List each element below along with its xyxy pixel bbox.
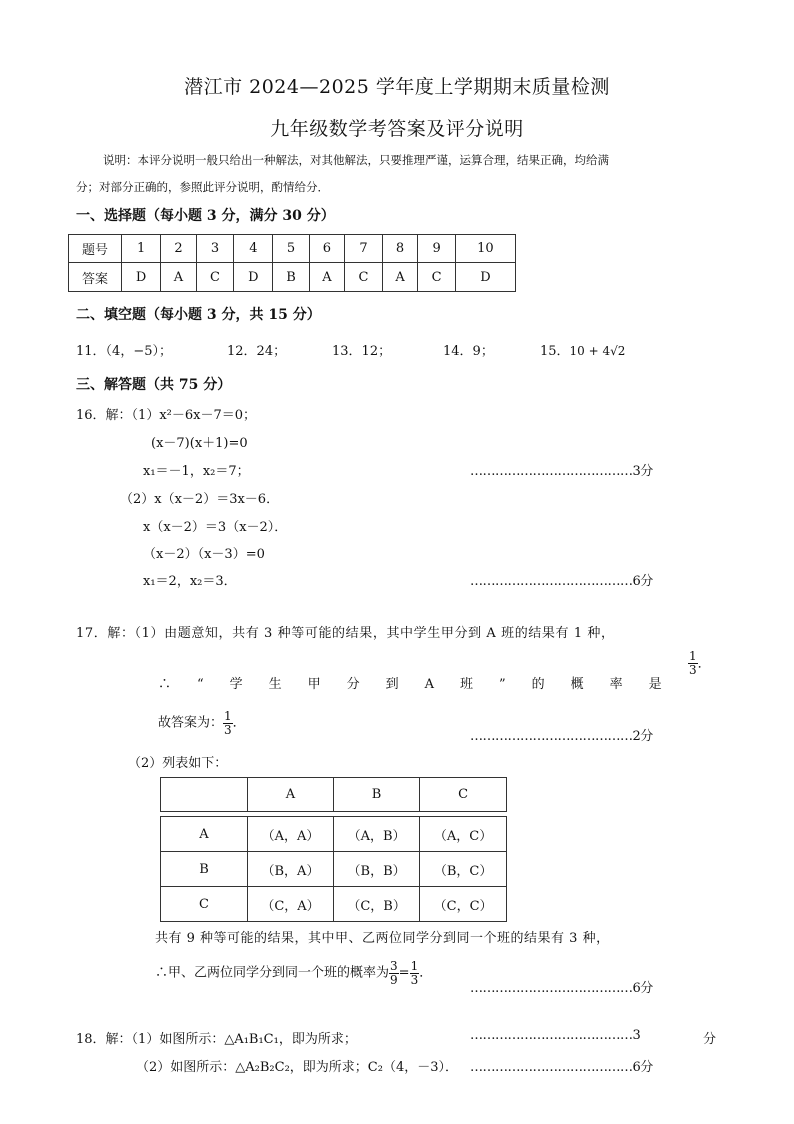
answer-cell: D: [234, 263, 273, 292]
frac-numerator: 3: [390, 959, 398, 973]
q-num: 8: [382, 235, 418, 263]
answer-cell: D: [455, 263, 515, 292]
page-title: 潜江市 2024—2025 学年度上学期期末质量检测: [184, 76, 610, 98]
fill-answer-12: 12．24；: [227, 344, 287, 359]
q17-line-2-text: ∴“学生甲分到A班”的概率是: [158, 677, 688, 692]
table-cell: （A，A）: [248, 817, 334, 852]
answer-cell: A: [161, 263, 197, 292]
q-num: 10: [455, 235, 515, 263]
row-header: B: [161, 852, 248, 887]
q16-line-7: x₁＝2，x₂＝3．: [143, 574, 237, 589]
fill-answer-15: [540, 340, 625, 359]
q17-line-6: ∴甲、乙两位同学分到同一个班的概率为 $\frac{3}{9}$ = $\frac{1}{3}$ ．: [155, 959, 433, 987]
frac-numerator: 1: [410, 959, 419, 973]
q16-line-6: （x－2）（x－3）=0: [143, 547, 265, 562]
q17-score-1: …………………………………2分: [470, 729, 653, 744]
table-row: [161, 852, 507, 887]
q17-line-1: 17．解：（1）由题意知，共有 3 种等可能的结果，其中学生甲分到 A 班的结果有 1 种，: [76, 626, 615, 641]
table-cell: （A，C）: [420, 817, 507, 852]
q-num: 1: [122, 235, 161, 263]
header-cell: B: [333, 778, 419, 812]
q-num: 4: [234, 235, 273, 263]
answer-cell: D: [122, 263, 161, 292]
q-num: 9: [418, 235, 456, 263]
q17-score-2: …………………………………6分: [470, 981, 653, 996]
q16-line-4: （2）x（x－2）＝3x－6．: [120, 492, 280, 507]
table-row: [161, 817, 507, 852]
q17-line-3-text: 故答案为：: [158, 715, 224, 731]
frac-denominator: 9: [390, 972, 398, 987]
answer-cell: C: [345, 263, 383, 292]
q16-line-2: (x－7)(x＋1)=0: [151, 436, 248, 451]
table-cell: （B，A）: [248, 852, 334, 887]
q17-fraction-1: $\frac{1}{3}$ ．: [689, 649, 711, 677]
q18-score-1-unit: 分: [703, 1032, 717, 1047]
q-num: 6: [309, 235, 345, 263]
note-line-2: 分；对部分正确的，参照此评分说明，酌情给分．: [76, 180, 329, 194]
fill-answer-11: 11．（4，−5）；: [76, 344, 172, 359]
page-subtitle: 九年级数学考答案及评分说明: [270, 118, 524, 140]
q17-line-5: 共有 9 种等可能的结果，其中甲、乙两位同学分到同一个班的结果有 3 种，: [155, 931, 610, 946]
q-num: 5: [273, 235, 309, 263]
frac-denominator: 3: [410, 972, 419, 987]
header-cell: C: [420, 778, 507, 812]
note-line-1: 说明：本评分说明一般只给出一种解法，对其他解法，只要推理严谨，运算合理，结果正确，均给满: [103, 153, 609, 167]
table-cell: （B，C）: [420, 852, 507, 887]
q18-score-1: …………………………………3: [470, 1028, 641, 1043]
q18-score-2: …………………………………6分: [470, 1060, 653, 1075]
answer-cell: C: [196, 263, 234, 292]
q17-line-6-text: ∴甲、乙两位同学分到同一个班的概率为: [155, 965, 390, 981]
answer-cell: B: [273, 263, 309, 292]
q16-score-1: …………………………………3分: [470, 464, 653, 479]
header-cell: [161, 778, 248, 812]
outcome-table: [160, 777, 507, 922]
row-header: A: [161, 817, 248, 852]
row-header: C: [161, 887, 248, 922]
q18-line-1: 18．解：（1）如图所示：△A₁B₁C₁，即为所求；: [76, 1032, 357, 1047]
row-label-question: 题号: [69, 235, 122, 263]
row-label-answer: 答案: [69, 263, 122, 292]
q-num: 2: [161, 235, 197, 263]
table-cell: （A，B）: [333, 817, 419, 852]
answer-row: [69, 263, 516, 292]
fill-answer-13: 13．12；: [332, 344, 392, 359]
question-number-row: [69, 235, 516, 263]
header-cell: A: [248, 778, 334, 812]
answer-cell: A: [382, 263, 418, 292]
fill-answer-15-label: 15．: [540, 344, 570, 359]
section2-heading: 二、填空题（每小题 3 分，共 15 分）: [76, 307, 321, 323]
q-num: 7: [345, 235, 383, 263]
fill-answer-15-value: 10 + 4√2: [569, 344, 626, 358]
q18-line-2: （2）如图所示：△A₂B₂C₂，即为所求；C₂（4，－3）．: [136, 1060, 458, 1075]
frac-denominator: 3: [224, 722, 232, 737]
frac-numerator: 1: [224, 709, 232, 723]
answer-cell: C: [418, 263, 456, 292]
q16-line-3: x₁＝－1，x₂＝7；: [143, 464, 250, 479]
section1-heading: 一、选择题（每小题 3 分，满分 30 分）: [76, 208, 335, 224]
choice-answer-table: [68, 234, 516, 292]
section3-heading: 三、解答题（共 75 分）: [76, 377, 232, 393]
outcome-table-header: [161, 778, 507, 812]
q17-line-4: （2）列表如下：: [128, 756, 228, 771]
table-cell: （C，A）: [248, 887, 334, 922]
table-row: [161, 887, 507, 922]
fill-answer-14: 14．9；: [443, 344, 494, 359]
q17-line-2: [158, 673, 688, 692]
answer-cell: A: [309, 263, 345, 292]
table-cell: （C，C）: [420, 887, 507, 922]
q-num: 3: [196, 235, 234, 263]
frac-denominator: 3: [689, 662, 697, 677]
table-cell: （C，B）: [333, 887, 419, 922]
q16-line-1: 16．解：（1）x²－6x－7＝0；: [76, 408, 257, 423]
table-cell: （B，B）: [333, 852, 419, 887]
q16-score-2: …………………………………6分: [470, 574, 653, 589]
q16-line-5: x（x－2）＝3（x－2）．: [143, 520, 288, 535]
frac-numerator: 1: [689, 649, 697, 663]
q17-line-3: 故答案为： $\frac{1}{3}$ ．: [158, 709, 246, 737]
